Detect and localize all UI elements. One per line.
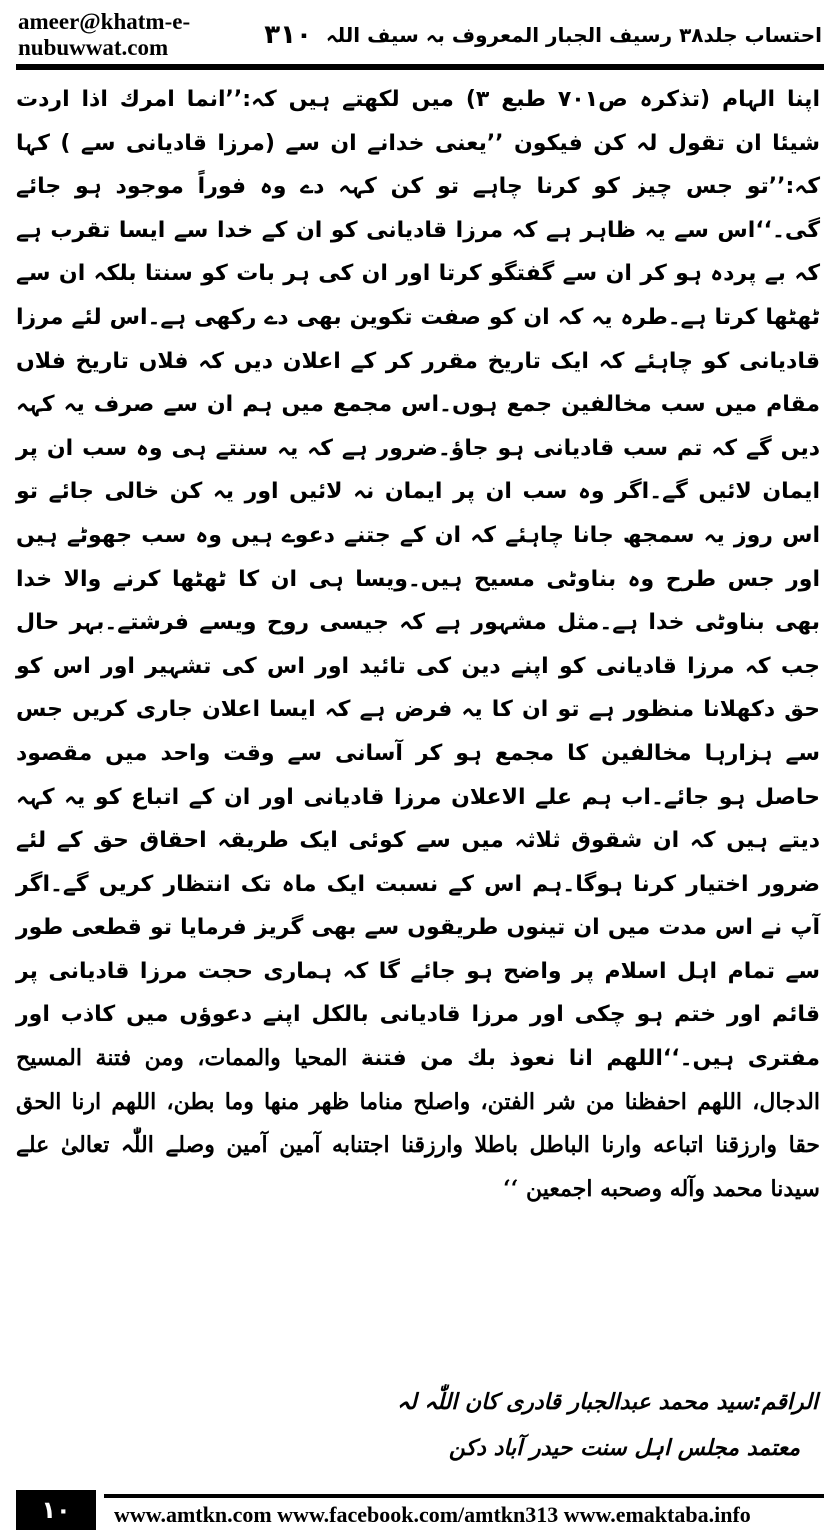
book-title: احتساب جلد۳۸ رسیف الجبار المعروف بہ سیف اللہ bbox=[325, 23, 822, 47]
text-line: المحیا والممات، ومن فتنة المسیح الدجال، اللھم احفظنا من شر الفتن، bbox=[16, 1045, 820, 1115]
header-right bbox=[264, 20, 822, 50]
text-line: سے ایسا تقرب ہے کہ بے پردہ ہو کر ان سے گفتگو کرتا اور ان کی ہر بات کو سنتا بلکہ ان سے ٹھٹھا کرتا bbox=[16, 217, 820, 330]
footer-urls: www.amtkn.com www.facebook.com/amtkn313 www.emaktaba.info bbox=[114, 1502, 751, 1527]
signature-line-author: الراقم:سید محمد عبدالجبار قادری کان اللّٰہ لہ bbox=[397, 1390, 818, 1415]
text-line: سے تمام اہل اسلام پر واضح ہو جائے گا کہ ہماری حجت مرزا قادیانی پر قائم اور ختم ہو چکی اور bbox=[16, 958, 820, 1028]
signature-block bbox=[397, 1380, 818, 1472]
footer-page-number: ۱۰ bbox=[16, 1490, 96, 1530]
text-line: واصلح مناما ظھر منھا وما بطن، اللھم ارنا الحق حقا وارزقنا اتباعه وارنا bbox=[16, 1088, 821, 1159]
text-line: محمد وآله وصحبه اجمعین ‘‘ bbox=[503, 1175, 763, 1202]
page-footer bbox=[16, 1486, 824, 1532]
text-line: ہے۔طرہ یہ کہ ان کو صفت تکوین بھی دے رکھی ہے۔اس لئے مرزا قادیانی کو چاہئے کہ ایک تاریخ bbox=[16, 304, 820, 374]
text-line: سے صرف یہ کہہ دیں گے کہ تم سب قادیانی ہو جاؤ۔ضرور ہے کہ یہ سنتے ہی وہ سب ان پر ایمان bbox=[16, 392, 820, 505]
text-line: کرنے والا خدا بھی بناوٹی خدا ہے۔مثل مشہور ہے کہ جیسی روح ویسے فرشتے۔بہر حال جب کہ bbox=[16, 566, 820, 679]
header-page-number: ۳۱۰ bbox=[264, 20, 312, 50]
body-paragraph bbox=[16, 78, 820, 1211]
header-rule bbox=[16, 64, 824, 70]
page-header bbox=[18, 9, 822, 60]
text-line: ان کے جتنے دعوے ہیں وہ سب جھوٹے ہیں اور جس طرح وہ بناوٹی مسیح ہیں۔ویسا ہی ان کا ٹھٹھا bbox=[16, 522, 820, 592]
text-line: الباطل باطلا وارزقنا اجتنابه آمین آمین وصلے اللّٰہ تعالیٰ علے سیدنا bbox=[16, 1132, 820, 1202]
text-line: تقول لہ کن فیکون ’’یعنی خدانے ان سے (مرزا قادیانی سے ) کہا کہ:’’تو جس چیز کو کرنا bbox=[16, 130, 820, 200]
footer-rule bbox=[104, 1494, 824, 1498]
text-line: اپنا الہام (تذکرہ ص۷۰۱ طبع ۳) میں لکھتے ہیں کہ:’’انما امرك اذا اردت شیئا ان bbox=[16, 87, 820, 156]
text-line: مرزا قادیانی بالکل اپنے دعوؤں میں کاذب اور مفتری ہیں۔‘‘اللھم انا نعوذ بك من فتنة bbox=[16, 1002, 820, 1072]
text-line: میں سے کوئی ایک طریقہ احقاق حق کے لئے ضرور اختیار کرنا ہوگا۔ہم اس کے نسبت ایک ماہ تک bbox=[16, 828, 820, 897]
text-line: ہو جائے۔اب ہم علے الاعلان مرزا قادیانی اور ان کے اتباع کو یہ کہہ دیتے ہیں کہ ان شقوق ثلاثہ bbox=[16, 784, 821, 854]
text-line: مرزا قادیانی کو اپنے دین کی تائید اور اس کی تشہیر اور اس کو حق دکھلانا منظور ہے تو ان کا یہ فرض ہے کہ bbox=[16, 653, 820, 723]
text-line: لائیں گے۔اگر وہ سب ان پر ایمان نہ لائیں اور یہ کن خالی جائے تو اس روز یہ سمجھ جانا چاہئے کہ bbox=[16, 479, 820, 548]
signature-line-title: معتمد مجلس اہل سنت حیدر آباد دکن bbox=[448, 1436, 800, 1461]
body-text bbox=[16, 78, 820, 1211]
text-line: چاہے تو کن کہہ دے وہ فوراً موجود ہو جائے گی۔‘‘اس سے یہ ظاہر ہے کہ مرزا قادیانی کو ان کے خدا bbox=[16, 174, 820, 243]
text-line: مقرر کر کے اعلان دیں کہ فلاں تاریخ فلاں مقام میں سب مخالفین جمع ہوں۔اس مجمع میں ہم ان bbox=[16, 348, 820, 418]
text-line: انتظار کریں گے۔اگر آپ نے اس مدت میں ان تینوں طریقوں سے بھی گریز فرمایا تو قطعی طور bbox=[16, 871, 820, 941]
text-line: ایسا اعلان جاری کریں جس سے ہزارہا مخالفین کا مجمع ہو کر آسانی سے وقت واحد میں مقصود حاصل bbox=[16, 697, 820, 810]
header-email: ameer@khatm-e-nubuwwat.com bbox=[18, 9, 191, 60]
